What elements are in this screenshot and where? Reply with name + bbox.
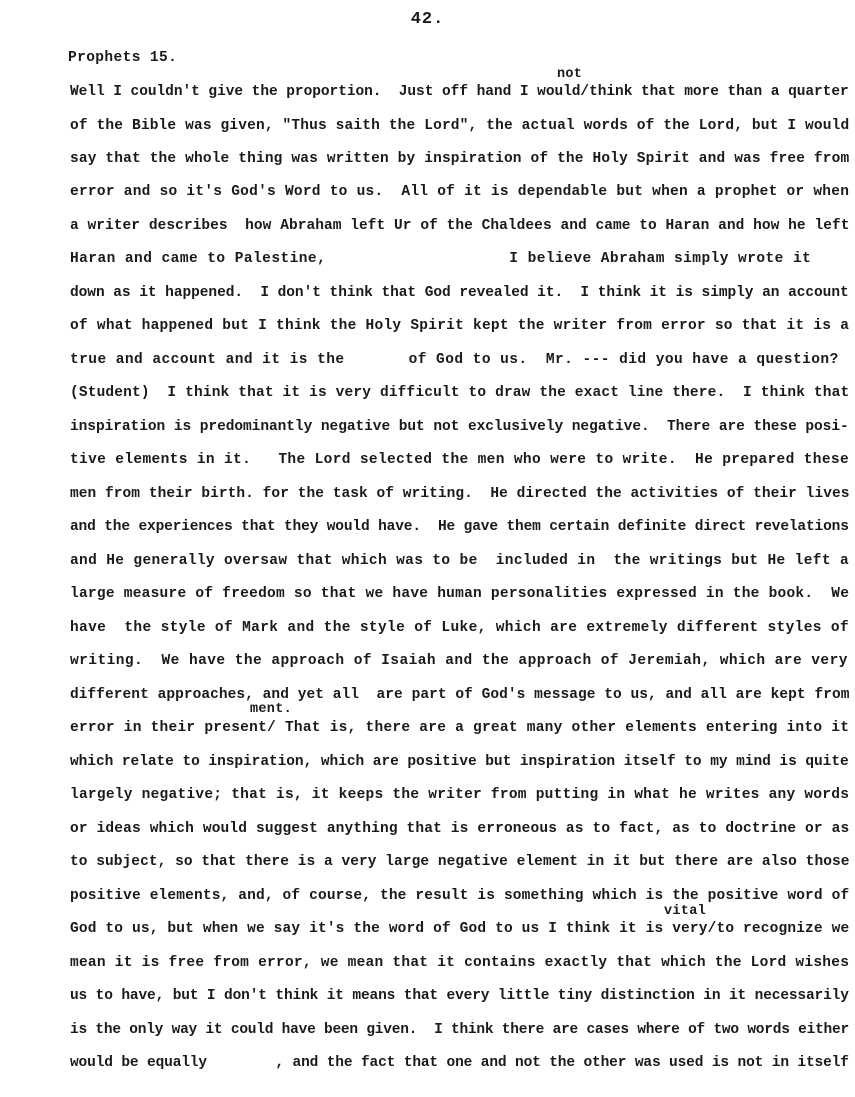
text-line: say that the whole thing was written by inspiration of the Holy Spirit and was free from <box>70 151 850 167</box>
text-line: writing. We have the approach of Isaiah and the approach of Jeremiah, which are very <box>70 653 848 669</box>
text-line: positive elements, and, of course, the result is something which is the positive word of <box>70 888 850 904</box>
text-line: different approaches, and yet all are part of God's message to us, and all are kept from <box>70 687 850 703</box>
text-line: to subject, so that there is a very large negative element in it but there are also those <box>70 854 850 870</box>
text-line: and the experiences that they would have. He gave them certain definite direct revelations <box>70 519 849 535</box>
text-line: large measure of freedom so that we have human personalities expressed in the book. We <box>70 586 850 602</box>
text-line: would be equally , and the fact that one and not the other was used is not in itself <box>70 1055 849 1071</box>
text-line: a writer describes how Abraham left Ur of the Chaldees and came to Haran and how he left <box>70 218 850 234</box>
text-line: error in their present/ That is, there are a great many other elements entering into it <box>70 720 850 736</box>
text-line: mean it is free from error, we mean that it contains exactly that which the Lord wishes <box>70 955 850 971</box>
text-line: which relate to inspiration, which are positive but inspiration itself to my mind is quite <box>70 754 849 770</box>
text-line: Haran and came to Palestine, I believe Abraham simply wrote it <box>70 251 812 267</box>
text-line: true and account and it is the of God to us. Mr. --- did you have a question? <box>70 352 839 368</box>
text-line: (Student) I think that it is very difficult to draw the exact line there. I think that <box>70 385 850 401</box>
text-line: inspiration is predominantly negative but not exclusively negative. There are these posi- <box>70 419 849 435</box>
text-line: and He generally oversaw that which was to be included in the writings but He left a <box>70 553 850 569</box>
text-line: of what happened but I think the Holy Spirit kept the writer from error so that it is a <box>70 318 850 334</box>
text-line: have the style of Mark and the style of Luke, which are extremely different styles of <box>70 620 850 636</box>
text-line: or ideas which would suggest anything that is erroneous as to fact, as to doctrine or as <box>70 821 850 837</box>
text-line: tive elements in it. The Lord selected the men who were to write. He prepared these <box>70 452 850 468</box>
text-line: down as it happened. I don't think that God revealed it. I think it is simply an account <box>70 285 849 301</box>
text-line: Well I couldn't give the proportion. Just off hand I would/think that more than a quarter <box>70 84 849 100</box>
text-line: God to us, but when we say it's the word of God to us I think it is very/to recognize we <box>70 921 850 937</box>
page-number: 42. <box>410 10 445 29</box>
text-line: error and so it's God's Word to us. All of it is dependable but when a prophet or when <box>70 184 850 200</box>
text-line: men from their birth. for the task of writing. He directed the activities of their lives <box>70 486 850 502</box>
text-line: is the only way it could have been given. I think there are cases where of two words either <box>70 1022 849 1038</box>
interlinear-insertion: ment. <box>250 702 293 717</box>
text-line: us to have, but I don't think it means that every little tiny distinction in it necessarily <box>70 988 849 1004</box>
interlinear-insertion: not <box>557 67 583 82</box>
interlinear-insertion: vital <box>664 904 707 919</box>
section-heading: Prophets 15. <box>68 50 178 66</box>
text-line: largely negative; that is, it keeps the writer from putting in what he writes any words <box>70 787 850 803</box>
text-line: of the Bible was given, "Thus saith the Lord", the actual words of the Lord, but I would <box>70 118 850 134</box>
